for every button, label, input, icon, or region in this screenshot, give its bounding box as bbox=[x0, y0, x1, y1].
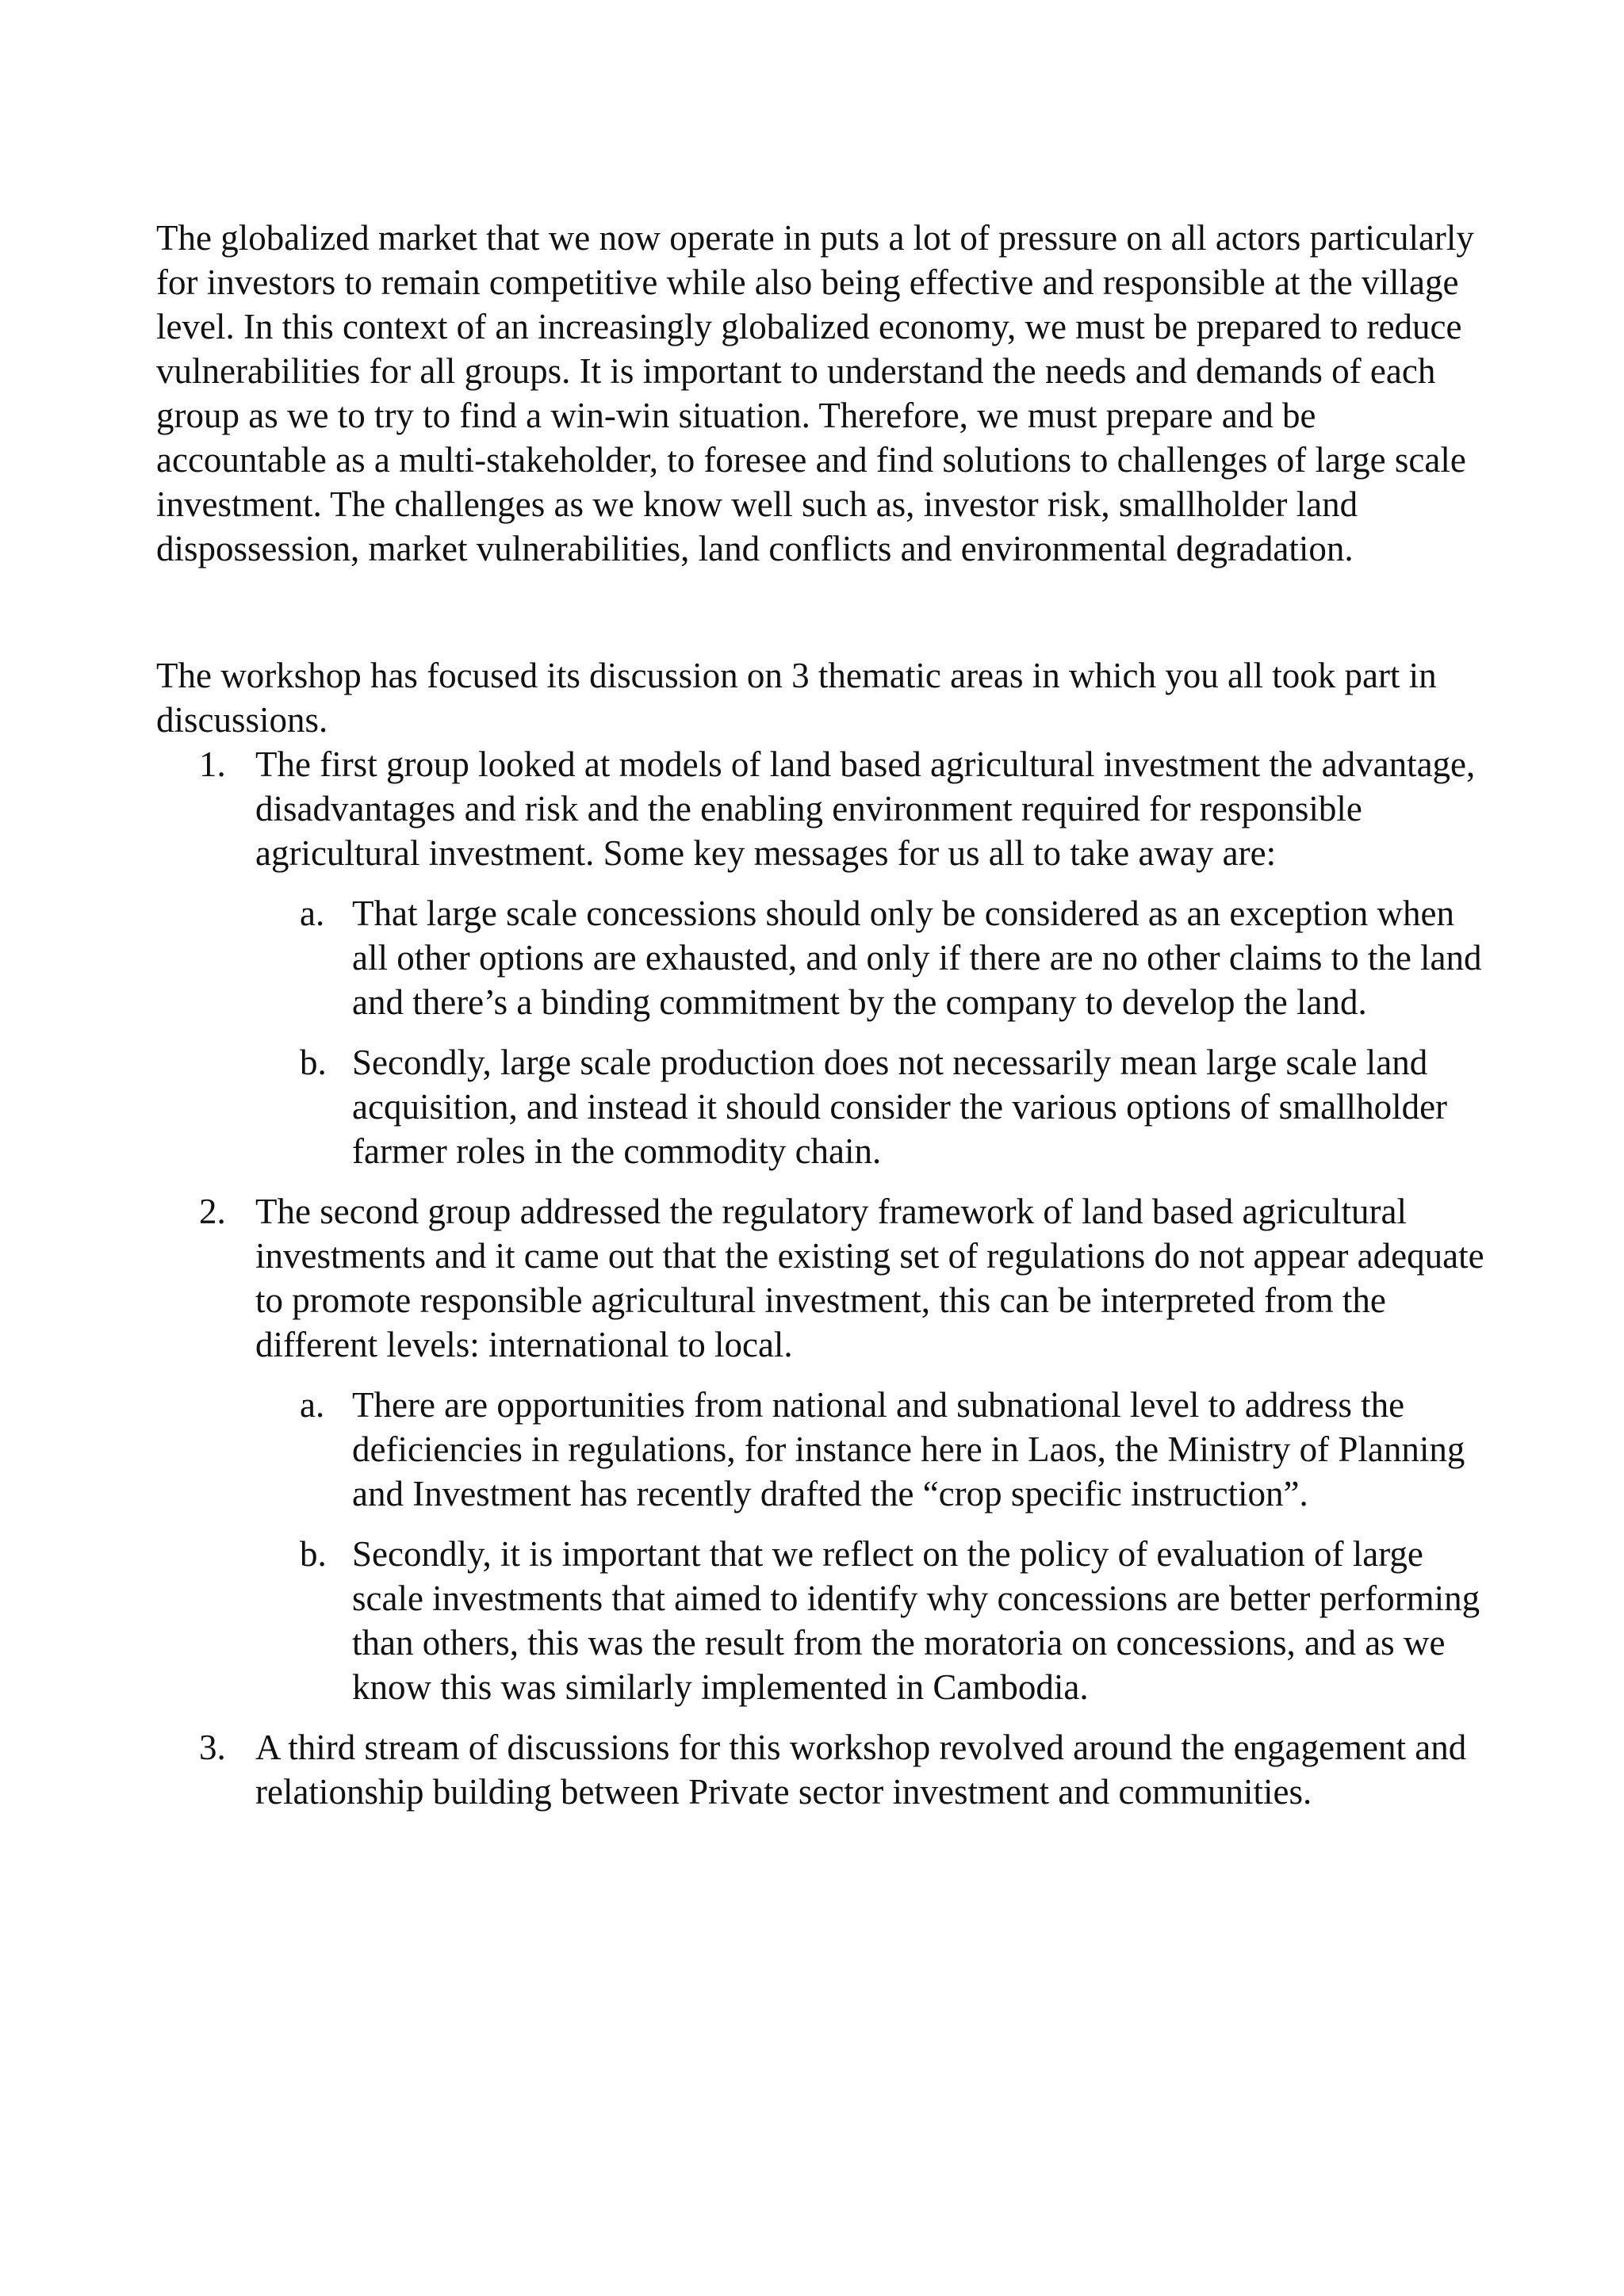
list-number: 2. bbox=[199, 1192, 226, 1231]
sub-list-text: Secondly, large scale production does not necessarily mean large scale land acquisition, and instead it should consider the various options of smallholder farmer roles in the commodity chain. bbox=[352, 1043, 1448, 1171]
sub-list-item-2a bbox=[255, 1383, 1488, 1516]
list-item-text: The first group looked at models of land based agricultural investment the advantage, disadvantages and risk and the enabling environment required for responsible agricultural investment. Some key messages for us all to take away are: bbox=[255, 744, 1476, 873]
list-number: 1. bbox=[199, 744, 226, 784]
sub-list-2 bbox=[255, 1383, 1488, 1709]
sub-list-item-2b bbox=[255, 1532, 1488, 1709]
document-body bbox=[156, 216, 1488, 1830]
workshop-paragraph: The workshop has focused its discussion on 3 thematic areas in which you all took part in discussions. bbox=[156, 656, 1437, 740]
sub-list-1 bbox=[255, 891, 1488, 1173]
thematic-areas-list bbox=[156, 742, 1488, 1814]
sub-list-text: Secondly, it is important that we reflect on the policy of evaluation of large scale investments that aimed to identify why concessions are better performing than others, this was the result from the moratoria on concessions, and as we know this was similarly implemented in Cambodia. bbox=[352, 1534, 1480, 1707]
sub-list-text: That large scale concessions should only be considered as an exception when all other options are exhausted, and only if there are no other claims to the land and there’s a binding commitment by the company to develop the land. bbox=[352, 894, 1482, 1022]
list-item-text: The second group addressed the regulatory framework of land based agricultural investments and it came out that the existing set of regulations do not appear adequate to promote responsible agricultural investment, this can be interpreted from the different levels: international to local. bbox=[255, 1192, 1484, 1364]
sub-list-item-1b bbox=[255, 1040, 1488, 1173]
list-number: 3. bbox=[199, 1728, 226, 1767]
sub-list-letter: b. bbox=[300, 1043, 327, 1082]
sub-list-item-1a bbox=[255, 891, 1488, 1024]
sub-list-letter: a. bbox=[300, 1385, 325, 1425]
list-item-1 bbox=[156, 742, 1488, 1173]
sub-list-text: There are opportunities from national and subnational level to address the deficiencies in regulations, for instance here in Laos, the Ministry of Planning and Investment has recently drafted the “crop specific instruction”. bbox=[352, 1385, 1465, 1513]
sub-list-letter: a. bbox=[300, 894, 325, 933]
sub-list-letter: b. bbox=[300, 1534, 327, 1574]
list-item-2 bbox=[156, 1189, 1488, 1709]
list-item-3 bbox=[156, 1725, 1488, 1814]
intro-paragraph: The globalized market that we now operate in puts a lot of pressure on all actors particularly for investors to remain competitive while also being effective and responsible at the village level. In this context of an increasingly globalized economy, we must be prepared to reduce vulnerabilities for all groups. It is important to understand the needs and demands of each group as we to try to find a win-win situation. Therefore, we must prepare and be accountable as a multi-stakeholder, to foresee and find solutions to challenges of large scale investment. The challenges as we know well such as, investor risk, smallholder land dispossession, market vulnerabilities, land conflicts and environmental degradation. bbox=[156, 218, 1474, 568]
list-item-text: A third stream of discussions for this workshop revolved around the engagement and relationship building between Private sector investment and communities. bbox=[255, 1728, 1467, 1812]
